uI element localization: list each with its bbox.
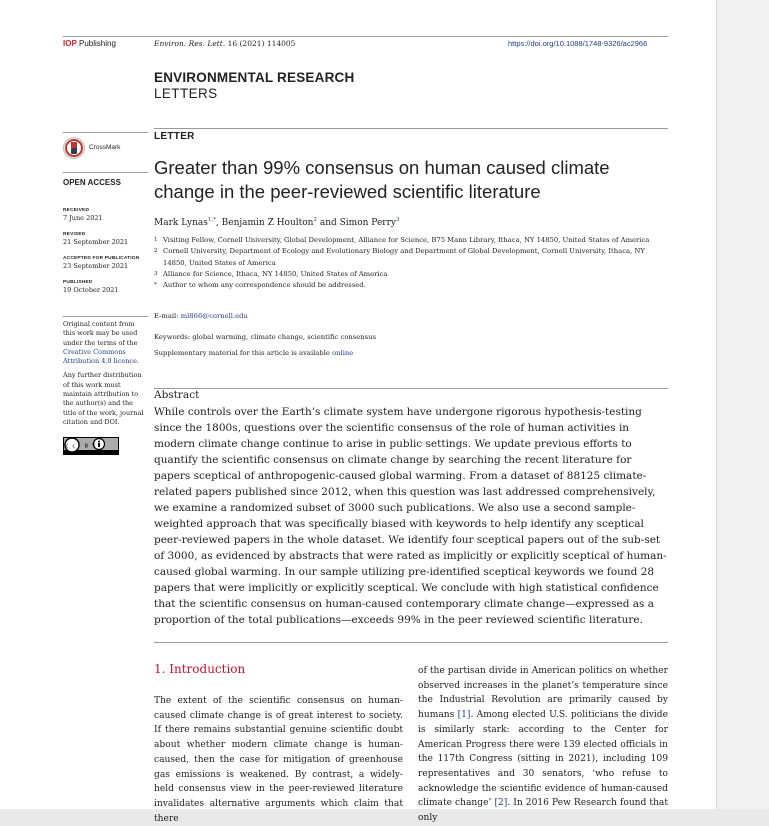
supplementary-line: Supplementary material for this article is available online (154, 349, 354, 357)
author-affil-ref[interactable]: 1,* (207, 217, 216, 223)
viewer-side-rail (716, 0, 769, 809)
header-rule (63, 36, 668, 37)
affiliation-item: 2 Cornell University, Department of Ecology and Evolutionary Biology and Department of Global Development, Cornell University, Ithaca, NY 14850, United States of America (154, 247, 645, 267)
affiliation-item: * Author to whom any correspondence should be addressed. (154, 281, 366, 290)
open-access-label: OPEN ACCESS (63, 178, 121, 187)
section-heading-introduction: 1. Introduction (154, 662, 246, 676)
email-link[interactable]: ml866@cornell.edu (180, 312, 248, 320)
publisher-logo: IOP Publishing (63, 39, 116, 48)
supplementary-link[interactable]: online (332, 349, 354, 357)
body-column-right: of the partisan divide in American politics on whether observed increases in the planet’s temperature since the Industrial Revolution are primarily caused by humans [1]. Among elected U.S. politicians the divide is similarly stark: according to the Center for American Progress there were 139 elected officials in the 117th Congress (sitting in 2021), including 109 representatives and 30 senators, ‘who refuse to acknowledge the scientific evidence of human-caused climate change’ [2]. In 2016 Pew Research found that only (418, 666, 668, 824)
cc-by-badge-icon[interactable] (63, 437, 119, 455)
crossmark-icon[interactable] (63, 137, 85, 159)
affiliation-item: 1 Visiting Fellow, Cornell University, Global Development, Alliance for Science, B75 Mann Library, Ithaca, NY 14850, United States of America (154, 236, 650, 244)
affiliations (154, 235, 668, 291)
date-value: 19 October 2021 (63, 286, 119, 294)
cc-badge-text: cc BY (65, 443, 99, 450)
abstract-end-rule (154, 642, 668, 643)
author-list: Mark Lynas$^{1,*}$, Benjamin Z Houlton$^2$ and Simon Perry$^3$ (154, 217, 400, 228)
abstract-heading: Abstract (154, 389, 200, 401)
citation-ref[interactable]: [1] (457, 710, 471, 721)
licence-text: Original content from this work may be used under the terms of the Creative Commons Attribution 4.0 licence. Any further distribution of this work must maintain attribution to the author(s) and the title of the work, journal citation and DOI. (63, 320, 144, 426)
author-name: Benjamin Z Houlton (221, 218, 314, 228)
keywords-line: Keywords: global warming, climate change, scientific consensus (154, 333, 377, 341)
sidebar-rule (63, 172, 148, 173)
journal-name-line1: ENVIRONMENTAL RESEARCH (154, 70, 355, 85)
creative-commons-link[interactable]: Creative Commons Attribution 4.0 licence (63, 347, 137, 366)
body-column-left: The extent of the scientific consensus on human-caused climate change is of great interest to society. If there remains substantial genuine scientific doubt about whether modern climate change is human-caused, then the case for mitigation of greenhouse gas emissions is weakened. By contrast, a widely-held consensus view in the peer-reviewed literature invalidates alternative arguments which claim that there (154, 696, 403, 824)
article-title: Greater than 99% consensus on human caused climate change in the peer-reviewed scientific literature (154, 157, 610, 202)
date-value: 21 September 2021 (63, 238, 129, 246)
crossmark-label[interactable]: CrossMark (89, 144, 121, 151)
email-line: E-mail: ml866@cornell.edu (154, 312, 248, 320)
journal-citation: Environ. Res. Lett. 16 (2021) 114005 (154, 39, 296, 48)
sidebar-rule (63, 316, 148, 317)
article-type: LETTER (154, 131, 195, 142)
citation-ref[interactable]: [2] (494, 798, 508, 809)
date-label: PUBLISHED (63, 280, 93, 285)
abstract-text: While controls over the Earth’s climate system have undergone rigorous hypothesis-testing since the 1800s, questions over the scientific consensus of the role of human activities in modern climate change continue to arise in public settings. We update previous efforts to quantify the scientific consensus on climate change by searching the recent literature for papers sceptical of anthropogenic-caused global warming. From a dataset of 88125 climate-related papers published since 2012, when this question was last addressed comprehensively, we examine a randomized subset of 3000 such publications. We also use a second sample-weighted approach that was specifically biased with keywords to help identify any sceptical peer-reviewed papers in the whole dataset. We identify four sceptical papers out of the sub-set of 3000, as evidenced by abstracts that were rated as implicitly or explicitly sceptical of human-caused global warming. In our sample utilizing pre-identified sceptical keywords we found 28 papers that were implicitly or explicitly sceptical. We conclude with high statistical confidence that the scientific consensus on human-caused contemporary climate change—expressed as a proportion of the total publications—exceeds 99% in the peer reviewed scientific literature. (154, 406, 667, 626)
journal-name-line2: LETTERS (154, 86, 218, 101)
date-label: REVISED (63, 232, 86, 237)
author-name: Simon Perry (339, 218, 396, 228)
date-value: 7 June 2021 (63, 214, 103, 222)
abstract-rule (154, 388, 668, 389)
date-value: 23 September 2021 (63, 262, 129, 270)
author-name: Mark Lynas (154, 218, 208, 228)
date-label: ACCEPTED FOR PUBLICATION (63, 256, 140, 261)
author-affil-ref[interactable]: 2 (313, 217, 317, 223)
sidebar-rule (63, 132, 148, 133)
doi-link[interactable]: https://doi.org/10.1088/1748-9326/ac2966 (508, 39, 648, 48)
date-label: RECEIVED (63, 208, 90, 213)
affiliation-item: 3 Alliance for Science, Ithaca, NY 14850, United States of America (154, 269, 388, 278)
publication-dates (63, 207, 148, 303)
letter-rule (154, 128, 668, 129)
author-affil-ref[interactable]: 3 (395, 217, 400, 223)
